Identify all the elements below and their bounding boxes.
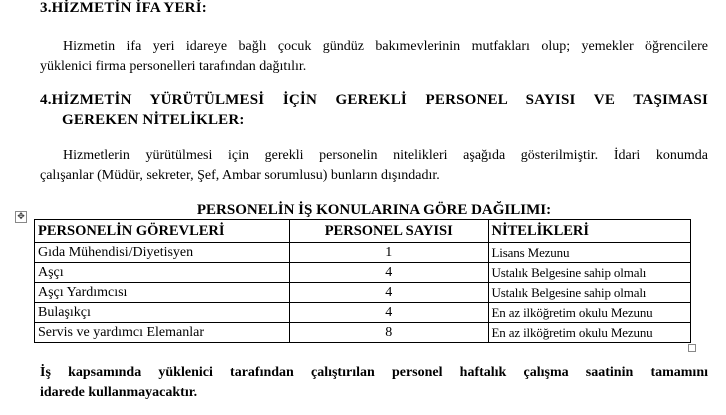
section-4-text-line-2: çalışanlar (Müdür, sekreter, Şef, Ambar sorumlusu) bunların dışındadır. xyxy=(40,168,440,183)
header-qualifications: NİTELİKLERİ xyxy=(488,220,690,243)
section-3-text-line-1: Hizmetin ifa yeri idareye bağlı çocuk gündüz bakımevlerinin mutfakları olup; yemekler öğrencilere xyxy=(63,39,708,54)
cell-role: Gıda Mühendisi/Diyetisyen xyxy=(35,243,290,263)
table-move-handle-icon[interactable]: ✥ xyxy=(15,211,27,223)
cell-qualification: Lisans Mezunu xyxy=(488,243,690,263)
table-row xyxy=(35,263,691,283)
cell-count: 1 xyxy=(289,243,488,263)
table-resize-handle[interactable] xyxy=(688,344,696,352)
table-row xyxy=(35,283,691,303)
cell-count: 4 xyxy=(289,283,488,303)
table-row xyxy=(35,243,691,263)
header-roles: PERSONELİN GÖREVLERİ xyxy=(35,220,290,243)
cell-role: Bulaşıkçı xyxy=(35,303,290,323)
cell-role: Aşçı Yardımcısı xyxy=(35,283,290,303)
cell-count: 4 xyxy=(289,303,488,323)
table-row xyxy=(35,323,691,343)
closing-text-line-2: idarede kullanmayacaktır. xyxy=(40,385,198,400)
cell-qualification: En az ilköğretim okulu Mezunu xyxy=(488,323,690,343)
cell-qualification: Ustalık Belgesine sahip olmalı xyxy=(488,263,690,283)
section-4-title-line-2: GEREKEN NİTELİKLER: xyxy=(62,112,245,128)
header-count: PERSONEL SAYISI xyxy=(289,220,488,243)
cell-count: 4 xyxy=(289,263,488,283)
section-3-title: 3.HİZMETİN İFA YERİ: xyxy=(40,0,207,16)
table-row xyxy=(35,303,691,323)
cell-qualification: En az ilköğretim okulu Mezunu xyxy=(488,303,690,323)
cell-count: 8 xyxy=(289,323,488,343)
section-4-title-line-1: 4.HİZMETİN YÜRÜTÜLMESİ İÇİN GEREKLİ PERSONEL SAYISI VE TAŞIMASI xyxy=(40,92,708,108)
cell-role: Aşçı xyxy=(35,263,290,283)
cell-role: Servis ve yardımcı Elemanlar xyxy=(35,323,290,343)
table-title: PERSONELİN İŞ KONULARINA GÖRE DAĞILIMI: xyxy=(196,202,552,218)
closing-text-line-1: İş kapsamında yüklenici tarafından çalıştırılan personel haftalık çalışma saatinin tamamını xyxy=(40,365,708,380)
table-header-row xyxy=(35,220,691,243)
cell-qualification: Ustalık Belgesine sahip olmalı xyxy=(488,283,690,303)
section-3-text-line-2: yüklenici firma personelleri tarafından dağıtılır. xyxy=(40,59,307,74)
section-4-text-line-1: Hizmetlerin yürütülmesi için gerekli personelin nitelikleri aşağıda gösterilmiştir. İdari konumda xyxy=(63,148,708,163)
personnel-table xyxy=(34,219,691,343)
